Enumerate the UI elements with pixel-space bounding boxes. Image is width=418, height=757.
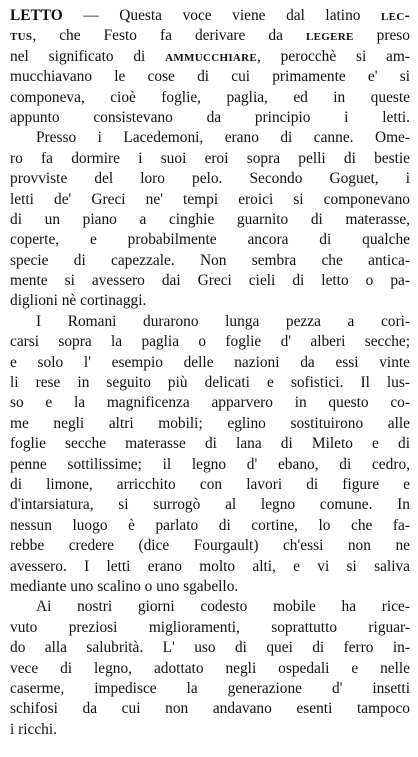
- text-line: vece di legno, adottato negli ospedali e nelle: [10, 659, 410, 677]
- text-line: mucchiavano le cose di cui primamente e' si: [10, 68, 410, 86]
- small-caps-term: legere: [305, 27, 354, 45]
- text-line: ro fa dormire i suoi eroi sopra pelli di bestie: [10, 149, 410, 167]
- small-caps-term: ammucchiare: [165, 47, 258, 65]
- headword: LETTO: [10, 7, 63, 24]
- text-span: , perocchè si am-: [257, 47, 410, 65]
- text-line: Ai nostri giorni codesto mobile ha rice-: [36, 598, 410, 616]
- text-line: d'intarsiatura, si surrogò al legno comune. In: [10, 496, 410, 514]
- text-line: me negli altri mobili; eglino sostituirono alle: [10, 414, 410, 432]
- text-line: appunto consistevano da principio i letti.: [10, 108, 410, 126]
- paragraph-2: [10, 128, 410, 312]
- text-line: rebbe credere (dice Fourgault) ch'essi non ne: [10, 537, 410, 555]
- text-line: letti de' Greci ne' tempi eroici si componevano: [10, 190, 410, 208]
- text-line: di un piano a cinghie guarnito di materasse,: [10, 210, 410, 228]
- text-span: nel significato di: [10, 47, 166, 65]
- text-line: foglie secche materasse di lana di Mileto e di: [10, 435, 410, 453]
- text-line: penne sottilissime; il legno d' ebano, di cedro,: [10, 455, 410, 473]
- text-line: i ricchi.: [10, 720, 58, 738]
- text-span: — Questa voce viene dal latino: [83, 7, 382, 24]
- text-span: preso: [353, 27, 410, 45]
- text-line: so e la magnificenza apparvero in questo co-: [10, 394, 410, 412]
- paragraph-3: [10, 312, 410, 597]
- text-line: e solo l' esempio delle nazioni da essi vinte: [10, 353, 410, 371]
- text-line: di limone, arricchito con lavori di figure e: [10, 475, 410, 493]
- text-line: [10, 6, 410, 26]
- text-line: do alla salubrità. L' uso di quei di ferro in-: [10, 639, 410, 657]
- text-line: li rese in seguito più delicati e sofistici. Il lus-: [10, 374, 410, 392]
- text-line: [10, 47, 410, 67]
- text-line: nessun luogo è parlato di cortine, lo che fa-: [10, 516, 410, 534]
- small-caps-term: tus: [10, 27, 33, 45]
- paragraph-1: [10, 6, 410, 128]
- text-line: diglioni nè cortinaggi.: [10, 292, 147, 310]
- text-line: vuto preziosi miglioramenti, soprattutto riguar-: [10, 618, 410, 636]
- text-line: I Romani durarono lunga pezza a cori-: [36, 312, 410, 330]
- paragraph-4: [10, 597, 410, 740]
- text-line: specie di capezzale. Non sembra che antica-: [10, 251, 410, 269]
- text-line: [10, 26, 410, 46]
- small-caps-term: lec-: [381, 7, 410, 24]
- text-line: componeva, cioè foglie, paglia, ed in queste: [10, 88, 410, 106]
- text-line: caserme, impedisce la generazione d' insetti: [10, 679, 410, 697]
- text-line: provviste del loro pelo. Secondo Goguet, i: [10, 170, 410, 188]
- text-line: coperte, e probabilmente ancora di qualche: [10, 231, 410, 249]
- text-line: Presso i Lacedemoni, erano di canne. Ome-: [36, 129, 410, 147]
- text-span: , che Festo fa derivare da: [32, 27, 306, 45]
- text-line: schifosi da cui non andavano esenti tampoco: [10, 700, 410, 718]
- text-line: carsi sopra la paglia o foglie d' alberi secche;: [10, 333, 410, 351]
- text-line: mediante uno scalino o uno sgabello.: [10, 577, 239, 595]
- text-line: avessero. I letti erano molto alti, e vi si saliva: [10, 557, 410, 575]
- text-line: mente si avessero dai Greci cieli di letto o pa-: [10, 272, 410, 290]
